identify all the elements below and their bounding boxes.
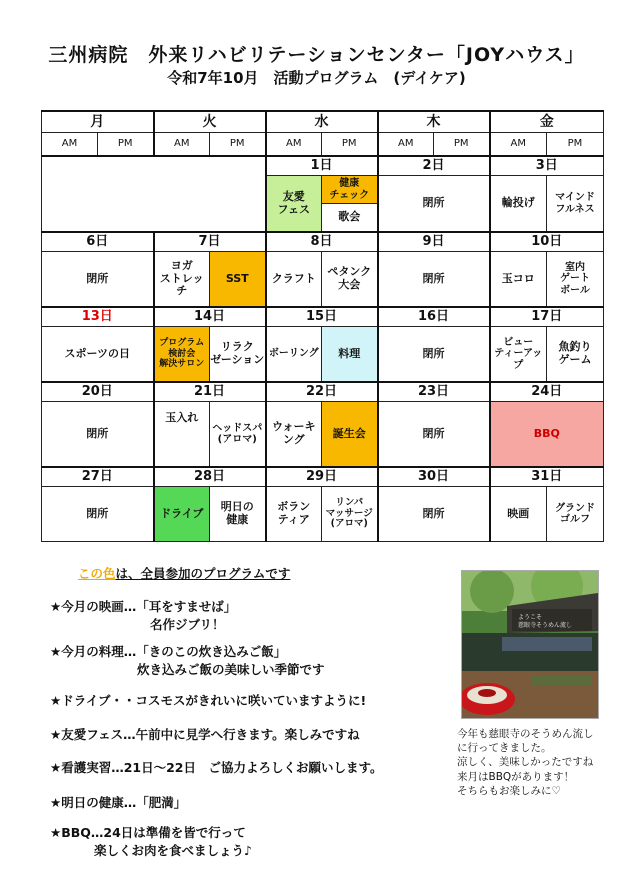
closed-cell: 閉所 — [42, 402, 154, 468]
closed-cell: 閉所 — [378, 252, 490, 308]
date-label: 20日 — [42, 382, 154, 402]
somen-photo-art — [462, 571, 598, 718]
day-header-mon: 月 — [42, 111, 154, 133]
date-label: 9日 — [378, 232, 490, 252]
legend-note — [78, 565, 290, 584]
day-header-tue: 火 — [154, 111, 266, 133]
date-label: 29日 — [266, 467, 378, 487]
date-label: 27日 — [42, 467, 154, 487]
somen-photo — [461, 570, 599, 719]
note-health: ★明日の健康…「肥満」 — [50, 795, 187, 810]
activity-cell: 映画 — [490, 487, 547, 542]
activity-cell: SST — [210, 252, 266, 308]
ampm-label: PM — [547, 133, 604, 157]
note-movie: ★今月の映画…「耳をすませば」 — [50, 599, 237, 614]
activity-cell: グランド ゴルフ — [547, 487, 604, 542]
activity-cell: リラク ゼーション — [210, 327, 266, 383]
page-subtitle: 令和7年10月 活動プログラム (デイケア) — [167, 69, 466, 87]
closed-cell: 閉所 — [378, 327, 490, 383]
date-label: 22日 — [266, 382, 378, 402]
date-label: 24日 — [490, 382, 604, 402]
photo-caption — [457, 727, 594, 798]
ampm-label: AM — [378, 133, 434, 157]
date-label: 1日 — [266, 156, 378, 176]
empty-cell — [42, 156, 266, 232]
caption-line: そちらもお楽しみに♡ — [457, 784, 561, 797]
ampm-label: AM — [266, 133, 322, 157]
ampm-label: AM — [154, 133, 210, 157]
date-label: 30日 — [378, 467, 490, 487]
ampm-label: PM — [98, 133, 154, 157]
caption-line: に行ってきました。 — [457, 742, 552, 755]
note-bbq-sub: 楽しくお肉を食べましょう♪ — [94, 843, 252, 858]
note-cooking-sub: 炊き込みご飯の美味しい季節です — [137, 662, 325, 677]
activity-cell: 魚釣り ゲーム — [547, 327, 604, 383]
date-label: 10日 — [490, 232, 604, 252]
closed-cell: 閉所 — [42, 487, 154, 542]
date-label: 31日 — [490, 467, 604, 487]
ampm-label: PM — [434, 133, 490, 157]
date-label: 7日 — [154, 232, 266, 252]
bbq-cell: BBQ — [490, 402, 604, 468]
note-movie-sub: 名作ジブリ！ — [150, 617, 225, 632]
activity-cell: ペタンク 大会 — [322, 252, 378, 308]
activity-cell: プログラム 検討会 解決サロン — [154, 327, 210, 383]
activity-cell: 明日の 健康 — [210, 487, 266, 542]
date-label: 17日 — [490, 307, 604, 327]
activity-cell: ドライブ — [154, 487, 210, 542]
activity-cell: ビュー ティーアッ プ — [490, 327, 547, 383]
activity-cell: 料理 — [322, 327, 378, 383]
note-nursing: ★看護実習…21日～22日 ご協力よろしくお願いします。 — [50, 760, 383, 775]
date-label: 23日 — [378, 382, 490, 402]
closed-cell: 閉所 — [378, 487, 490, 542]
closed-cell: 閉所 — [378, 176, 490, 233]
caption-line: 来月はBBQがあります！ — [457, 770, 575, 783]
activity-cell: 歌会 — [322, 204, 378, 233]
activity-cell: 誕生会 — [322, 402, 378, 468]
legend-color-word: この色 — [78, 566, 116, 581]
activity-cell: ウォーキ ング — [266, 402, 322, 468]
activity-cell: 輪投げ — [490, 176, 547, 233]
activity-cell: 友愛 フェス — [266, 176, 322, 233]
date-label: 8日 — [266, 232, 378, 252]
caption-line: 涼しく、美味しかったですね — [457, 756, 594, 769]
activity-cell: リンパ マッサージ (アロマ) — [322, 487, 378, 542]
activity-cell: 室内 ゲート ボール — [547, 252, 604, 308]
note-cooking: ★今月の料理…「きのこの炊き込みご飯」 — [50, 644, 287, 659]
note-drive: ★ドライブ・・コスモスがきれいに咲いていますように! — [50, 693, 367, 708]
ampm-label: AM — [490, 133, 547, 157]
photo-sign-text: ようこそ — [518, 614, 543, 621]
day-header-wed: 水 — [266, 111, 378, 133]
note-yuai-fes: ★友愛フェス…午前中に見学へ行きます。楽しみですね — [50, 727, 360, 742]
schedule-table — [41, 110, 604, 542]
ampm-label: PM — [322, 133, 378, 157]
activity-cell: ヘッドスパ (アロマ) — [210, 402, 266, 468]
date-label: 2日 — [378, 156, 490, 176]
note-bbq: ★BBQ…24日は準備を皆で行って — [50, 825, 246, 840]
activity-cell: スポーツの日 — [42, 327, 154, 383]
day-header-thu: 木 — [378, 111, 490, 133]
ampm-label: AM — [42, 133, 98, 157]
date-label: 15日 — [266, 307, 378, 327]
date-label: 21日 — [154, 382, 266, 402]
legend-text: は、全員参加のプログラムです — [115, 566, 291, 581]
caption-line: 今年も慈眼寺のそうめん流し — [457, 728, 594, 740]
date-label: 3日 — [490, 156, 604, 176]
activity-cell: 健康 チェック — [322, 176, 378, 204]
day-header-fri: 金 — [490, 111, 604, 133]
page-title: 三州病院 外来リハビリテーションセンター「JOYハウス」 — [48, 44, 585, 66]
activity-cell: ボラン ティア — [266, 487, 322, 542]
date-label: 14日 — [154, 307, 266, 327]
activity-cell: ヨガ ストレッチ — [154, 252, 210, 308]
activity-cell: ボーリング — [266, 327, 322, 383]
photo-sign-text: 慈眼寺そうめん流し — [518, 622, 573, 629]
date-label: 28日 — [154, 467, 266, 487]
date-label: 16日 — [378, 307, 490, 327]
activity-cell: 玉入れ — [154, 402, 210, 468]
closed-cell: 閉所 — [42, 252, 154, 308]
date-label-holiday: 13日 — [42, 307, 154, 327]
ampm-label: PM — [210, 133, 266, 157]
date-label: 6日 — [42, 232, 154, 252]
activity-cell: 玉コロ — [490, 252, 547, 308]
closed-cell: 閉所 — [378, 402, 490, 468]
activity-cell: マインド フルネス — [547, 176, 604, 233]
activity-cell: クラフト — [266, 252, 322, 308]
